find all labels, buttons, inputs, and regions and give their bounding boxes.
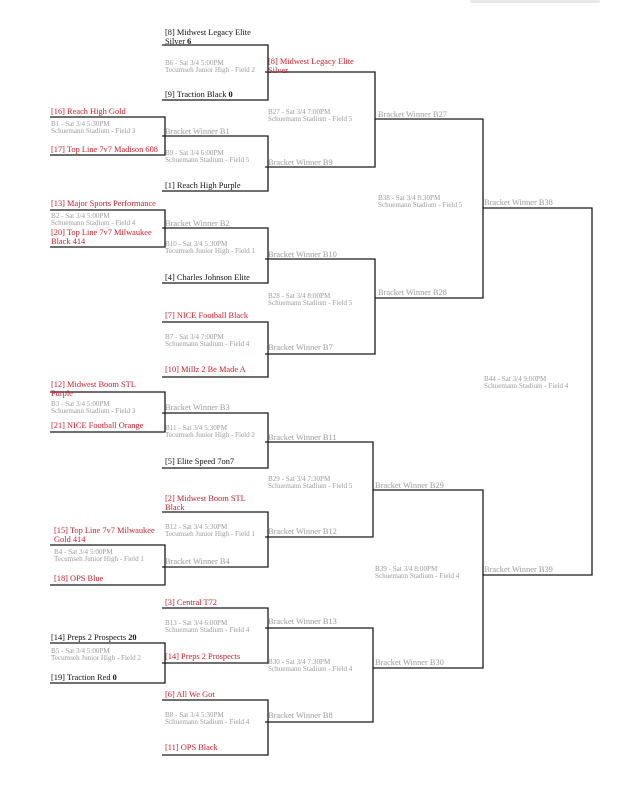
game-venue-b29: Schuemann Stadium - Field 5: [268, 482, 353, 490]
placeholder-b12-bottom: Bracket Winner B4: [165, 557, 230, 566]
game-venue-b30: Schuemann Stadium - Field 4: [268, 665, 353, 673]
team-b7-top[interactable]: [7] NICE Football Black: [165, 311, 249, 320]
team-b1-bottom[interactable]: [17] Top Line 7v7 Madison 608: [51, 145, 158, 154]
game-venue-b38: Schuemann Stadium - Field 5: [378, 201, 463, 209]
placeholder-b30-bottom: Bracket Winner B8: [268, 711, 333, 720]
team-b6-bottom[interactable]: [9] Traction Black 0: [165, 90, 233, 99]
team-b9-bottom[interactable]: [1] Reach High Purple: [165, 181, 241, 190]
team-b2-bottom[interactable]: [20] Top Line 7v7 Milwaukee Black 414: [51, 228, 152, 246]
game-venue-b6: Tecumseh Junior High - Field 2: [165, 66, 255, 74]
game-venue-b5: Tecumseh Junior High - Field 2: [51, 654, 141, 662]
game-info-b13: B13 - Sat 3/4 6:00PM: [165, 619, 228, 627]
game-venue-b8: Schuemann Stadium - Field 4: [165, 718, 250, 726]
game-venue-b1: Schuemann Stadium - Field 3: [51, 127, 136, 135]
game-venue-b44: Schuemann Stadium - Field 4: [484, 382, 569, 390]
team-b11-bottom[interactable]: [5] Elite Speed 7on7: [165, 457, 235, 466]
connector-b44: [483, 208, 592, 575]
team-b6-top[interactable]: [8] Midwest Legacy Elite Silver 6: [165, 28, 251, 46]
game-info-b1: B1 - Sat 3/4 5:30PM: [51, 120, 110, 128]
game-venue-b9: Schuemann Stadium - Field 5: [165, 156, 250, 164]
placeholder-b29-top: Bracket Winner B11: [268, 433, 337, 442]
team-b10-bottom[interactable]: [4] Charles Johnson Elite: [165, 273, 250, 282]
game-info-b10: B10 - Sat 3/4 5:30PM: [165, 240, 228, 248]
game-info-b5: B5 - Sat 3/4 5:00PM: [51, 647, 110, 655]
placeholder-b28-bottom: Bracket Winner B7: [268, 343, 333, 352]
team-b12-top[interactable]: [2] Midwest Boom STL Black: [165, 494, 246, 512]
team-b4-bottom[interactable]: [18] OPS Blue: [54, 574, 104, 583]
game-info-b27: B27 - Sat 3/4 7:00PM: [268, 108, 331, 116]
team-b2-top[interactable]: [13] Major Sports Performance: [51, 199, 156, 208]
team-b5-top[interactable]: [14] Preps 2 Prospects 20: [51, 633, 137, 642]
game-info-b29: B29 - Sat 3/4 7:30PM: [268, 475, 331, 483]
game-info-b28: B28 - Sat 3/4 8:00PM: [268, 292, 331, 300]
placeholder-b44-bottom: Bracket Winner B39: [484, 565, 553, 574]
game-venue-b28: Schuemann Stadium - Field 5: [268, 299, 353, 307]
game-info-b11: B11 - Sat 3/4 5:30PM: [165, 424, 228, 432]
game-venue-b4: Tecumseh Junior High - Field 1: [54, 555, 144, 563]
game-venue-b3: Schuemann Stadium - Field 3: [51, 408, 136, 413]
game-venue-b7: Schuemann Stadium - Field 4: [165, 340, 250, 348]
game-venue-b12: Tecumseh Junior High - Field 1: [165, 530, 255, 538]
team-b13-top[interactable]: [3] Central T72: [165, 598, 217, 607]
team-b3-top[interactable]: [12] Midwest Boom STL Purple: [51, 380, 136, 398]
game-venue-b11: Tecumseh Junior High - Field 2: [165, 431, 255, 439]
game-venue-b10: Tecumseh Junior High - Field 1: [165, 247, 255, 255]
placeholder-b28-top: Bracket Winner B10: [268, 250, 337, 259]
team-b3-bottom[interactable]: [21] NICE Football Orange: [51, 421, 144, 430]
game-info-b3: B3 - Sat 3/4 5:00PM: [51, 400, 110, 408]
placeholder-b39-bottom: Bracket Winner B30: [375, 658, 444, 667]
game-info-b9: B9 - Sat 3/4 6:00PM: [165, 149, 224, 157]
placeholder-b11-top: Bracket Winner B3: [165, 403, 230, 412]
connector-b30: [265, 628, 373, 722]
team-b8-bottom[interactable]: [11] OPS Black: [165, 743, 218, 752]
score-b5-top: 20: [128, 633, 137, 642]
game-info-b12: B12 - Sat 3/4 5:30PM: [165, 523, 228, 531]
game-venue-b13: Schuemann Stadium - Field 4: [165, 626, 250, 634]
game-info-b7: B7 - Sat 3/4 7:00PM: [165, 333, 224, 341]
placeholder-b44-top: Bracket Winner B38: [484, 198, 553, 207]
game-info-b8: B8 - Sat 3/4 5:30PM: [165, 711, 224, 719]
game-info-b39: B39 - Sat 3/4 8:00PM: [375, 565, 438, 573]
placeholder-b29-bottom: Bracket Winner B12: [268, 527, 337, 536]
team-b27-top[interactable]: [8] Midwest Legacy Elite Silver: [268, 57, 354, 75]
game-info-b30: B30 - Sat 3/4 7:30PM: [268, 658, 331, 666]
game-venue-b39: Schuemann Stadium - Field 4: [375, 572, 460, 580]
game-info-b38: B38 - Sat 3/4 8:30PM: [378, 194, 441, 202]
team-b13-bottom[interactable]: [14] Preps 2 Prospects: [165, 652, 241, 661]
placeholder-b38-top: Bracket Winner B27: [378, 110, 447, 119]
placeholder-b39-top: Bracket Winner B29: [375, 481, 444, 490]
placeholder-b38-bottom: Bracket Winner B28: [378, 288, 447, 297]
team-b5-bottom[interactable]: [19] Traction Red 0: [51, 673, 117, 682]
score-b6-bottom: 0: [228, 90, 233, 99]
game-info-b2: B2 - Sat 3/4 5:00PM: [51, 212, 110, 220]
team-b7-bottom[interactable]: [10] Millz 2 Be Made A: [165, 365, 246, 374]
score-b6-top: 6: [187, 37, 192, 46]
game-info-b4: B4 - Sat 3/4 5:00PM: [54, 548, 113, 556]
game-venue-b27: Schuemann Stadium - Field 5: [268, 115, 353, 123]
team-b4-top[interactable]: [15] Top Line 7v7 Milwaukee Gold 414: [54, 526, 155, 544]
game-info-b6: B6 - Sat 3/4 5:00PM: [165, 59, 224, 67]
game-venue-b2: Schuemann Stadium - Field 4: [51, 219, 136, 227]
team-b1-top[interactable]: [16] Reach High Gold: [51, 107, 126, 116]
placeholder-b27-bottom: Bracket Winner B9: [268, 158, 333, 167]
placeholder-b30-top: Bracket Winner B13: [268, 617, 337, 626]
placeholder-b10-top: Bracket Winner B2: [165, 219, 230, 228]
score-b5-bottom: 0: [112, 673, 117, 682]
game-info-b44: B44 - Sat 3/4 9:00PM: [484, 375, 547, 383]
team-b8-top[interactable]: [6] All We Got: [165, 690, 215, 699]
placeholder-b9-top: Bracket Winner B1: [165, 127, 230, 136]
